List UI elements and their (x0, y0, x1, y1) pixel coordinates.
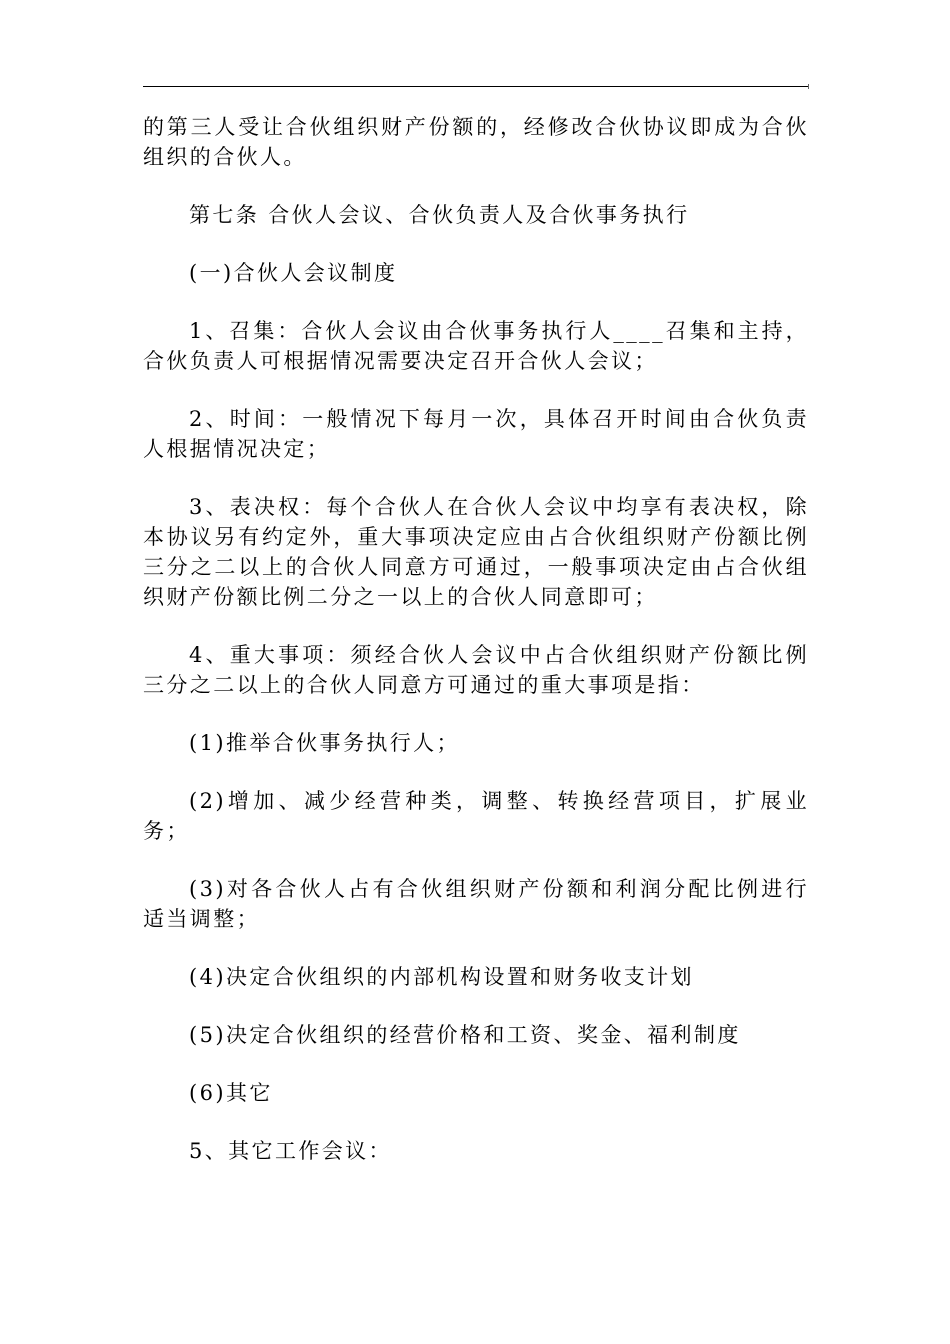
list-item-1: (1)推举合伙事务执行人； (189, 731, 460, 755)
article-heading: 第七条 合伙人会议、合伙负责人及合伙事务执行 (189, 203, 690, 227)
header-rule (143, 86, 809, 87)
list-item-6: (6)其它 (189, 1081, 273, 1105)
paragraph-continuation: 的第三人受让合伙组织财产份额的，经修改合伙协议即成为合伙组织的合伙人。 (143, 115, 809, 169)
clause-other-meetings: 5、其它工作会议： (189, 1139, 392, 1163)
section-heading: (一)合伙人会议制度 (189, 261, 398, 285)
list-item-3: (3)对各合伙人占有合伙组织财产份额和利润分配比例进行适当调整； (143, 877, 809, 931)
list-item-4: (4)决定合伙组织的内部机构设置和财务收支计划 (189, 965, 694, 989)
clause-convening: 1、召集：合伙人会议由合伙事务执行人____召集和主持，合伙负责人可根据情况需要决定召开合伙人会议； (143, 319, 809, 373)
clause-voting-rights: 3、表决权：每个合伙人在合伙人会议中均享有表决权，除本协议另有约定外，重大事项决定应由占合伙组织财产份额比例三分之二以上的合伙人同意方可通过，一般事项决定由占合伙组织财产份额比例二分之一以上的合伙人同意即可； (143, 495, 809, 609)
clause-time: 2、时间：一般情况下每月一次，具体召开时间由合伙负责人根据情况决定； (143, 407, 809, 461)
document-body (143, 112, 809, 1166)
list-item-2: (2)增加、减少经营种类，调整、转换经营项目，扩展业务； (143, 789, 809, 843)
list-item-5: (5)决定合伙组织的经营价格和工资、奖金、福利制度 (189, 1023, 741, 1047)
clause-major-matters: 4、重大事项：须经合伙人会议中占合伙组织财产份额比例三分之二以上的合伙人同意方可通过的重大事项是指： (143, 643, 809, 697)
header-tick-mark (808, 84, 809, 89)
